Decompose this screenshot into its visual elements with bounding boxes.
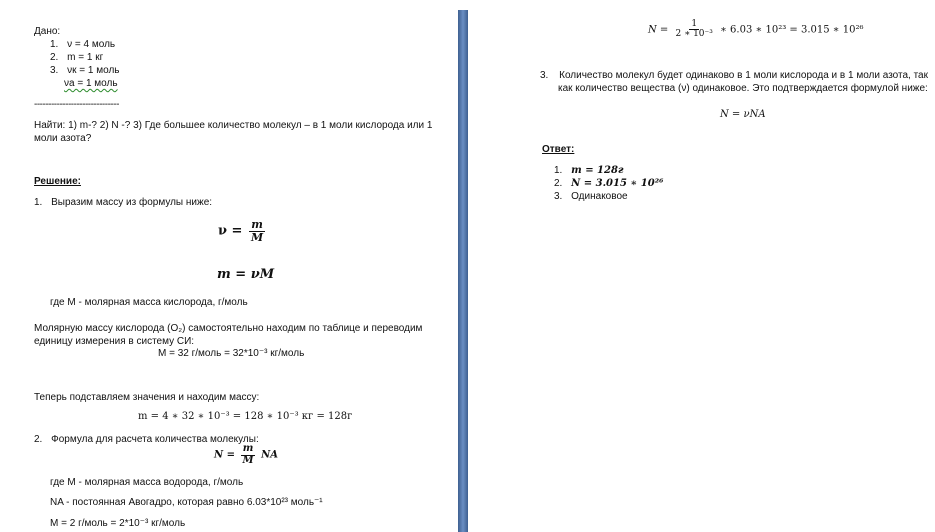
solution-title: Решение: [34,176,81,187]
denominator: 2 ∗ 10⁻³ [675,29,713,40]
given-title: Дано: [34,26,61,37]
molar-hydrogen-value: M = 2 г/моль = 2*10⁻³ кг/моль [50,518,186,529]
left-page [0,0,458,532]
answer-title: Ответ: [542,144,575,155]
answer-item-1 [554,164,624,177]
where-molar-hydrogen: где M - молярная масса водорода, г/моль [50,477,244,488]
formula-tail: NA [261,449,278,461]
formula-lhs: ν = [218,223,243,239]
fraction [249,219,265,243]
list-number: 1. [34,197,43,208]
separator: ------------------------------ [34,99,119,110]
right-page [468,0,935,532]
formula-tail: ∗ 6.03 ∗ 10²³ = 3.015 ∗ 10²⁶ [720,24,864,36]
formula-n [214,444,278,466]
formula-lhs: N = [214,449,236,461]
given-item-4 [64,77,118,90]
numerator: m [242,443,254,454]
list-number: 1. [50,39,59,50]
molar-value: M = 32 г/моль = 32*10⁻³ кг/моль [158,348,305,359]
list-number: 2. [554,178,563,189]
given-value: νа = 1 моль [64,78,118,89]
given-value: νк = 1 моль [67,65,120,76]
numerator: 1 [691,19,698,29]
page-gutter [458,10,468,532]
answer-item-3 [554,190,628,203]
fraction [674,20,715,40]
given-value: ν = 4 моль [67,39,116,50]
step-3-line-2: как количество вещества (ν) одинаковое. Это подтверждается формулой ниже: [558,83,928,94]
substitute-text: Теперь подставляем значения и находим массу: [34,392,260,403]
numerator: m [251,218,263,231]
step-3-text: Количество молекул будет одинаково в 1 моли кислорода и в 1 моли азота, так [559,70,928,81]
list-number: 3. [540,70,549,81]
given-item-2 [50,51,103,64]
list-number: 2. [50,52,59,63]
formula-mass: m = νM [217,267,275,282]
list-number: 1. [554,165,563,176]
step-1-heading [34,196,212,209]
formula-nu [218,219,267,243]
mass-calc: m = 4 ∗ 32 ∗ 10⁻³ = 128 ∗ 10⁻³ кг = 128г [138,411,353,422]
answer-value: m = 128г [571,165,624,176]
formula-n-nu: N = νNA [720,109,766,120]
molecule-calc [648,20,863,40]
denominator: M [250,230,264,244]
where-molar-oxygen: где M - молярная масса кислорода, г/моль [50,297,248,308]
step-2-text: Формула для расчета количества молекулы: [51,434,259,445]
list-number: 3. [50,65,59,76]
given-value: m = 1 кг [67,52,104,63]
find-line-1: Найти: 1) m-? 2) N -? 3) Где большее количество молекул – в 1 моли кислорода или 1 [34,120,433,131]
step-3-line-1 [540,69,928,82]
where-avogadro: NA - постоянная Авогадро, которая равно 6.03*10²³ моль⁻¹ [50,497,323,508]
given-item-1 [50,38,115,51]
formula-lhs: N = [648,24,669,36]
step-1-text: Выразим массу из формулы ниже: [51,197,213,208]
fraction [241,444,256,466]
molar-text-2: единицу измерения в систему СИ: [34,336,195,347]
answer-item-2 [554,177,663,190]
answer-value: N = 3.015 ∗ 10²⁶ [571,178,664,189]
answer-value: Одинаковое [571,191,628,202]
list-number: 3. [554,191,563,202]
given-item-3 [50,64,120,77]
find-line-2: моли азота? [34,133,92,144]
denominator: M [242,454,254,466]
molar-text-1: Молярную массу кислорода (О₂) самостоятельно находим по таблице и переводим [34,323,423,334]
list-number: 2. [34,434,43,445]
